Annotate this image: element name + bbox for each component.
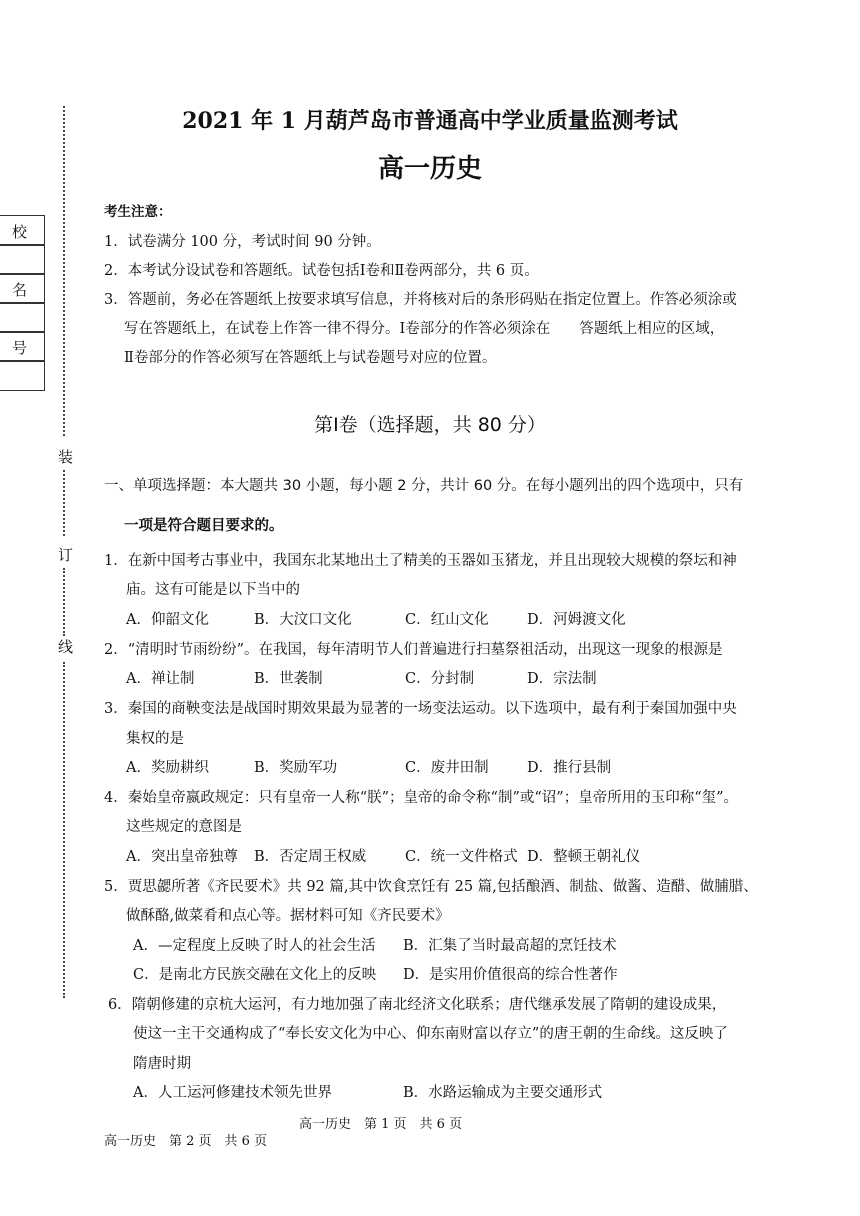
name-blank-box — [0, 302, 45, 333]
q3-option-a: A．奖励耕织 — [126, 760, 209, 776]
notice-item-3-cont2: Ⅱ卷部分的作答必须写在答题纸上与试卷题号对应的位置。 — [124, 350, 497, 366]
q2-option-c: C．分封制 — [405, 671, 475, 687]
notice-item-3-cont: 写在答题纸上，在试卷上作答一律不得分。Ⅰ卷部分的作答必须涂在 答题纸上相应的区域， — [124, 321, 725, 337]
q4-stem: 4．秦始皇帝嬴政规定：只有皇帝一人称“朕”；皇帝的命令称“制”或“诏”；皇帝所用的玉印称“玺”。 — [104, 790, 739, 806]
binding-dotted-line-bottom — [63, 662, 65, 998]
q6-stem: 6．隋朝修建的京杭大运河，有力地加强了南北经济文化联系；唐代继承发展了隋朝的建设成果， — [108, 997, 727, 1013]
binding-char-zhuang: 装 — [58, 448, 74, 466]
q6-stem-cont2: 隋唐时期 — [133, 1056, 191, 1072]
q5-option-c: C．是南北方民族交融在文化上的反映 — [133, 967, 377, 983]
q2-option-d: D．宗法制 — [527, 671, 597, 687]
q3-option-c: C．废井田制 — [405, 760, 489, 776]
notice-item-1: 1．试卷满分 100 分，考试时间 90 分钟。 — [104, 234, 381, 250]
q1-option-b: B．大汶口文化 — [254, 612, 352, 628]
q3-option-d: D．推行县制 — [527, 760, 612, 776]
q1-option-c: C．红山文化 — [405, 612, 489, 628]
q6-option-a: A．人工运河修建技术领先世界 — [133, 1085, 332, 1101]
q3-option-b: B．奖励军功 — [254, 760, 338, 776]
section-title: 第Ⅰ卷（选择题，共 80 分） — [314, 414, 546, 436]
notice-item-2: 2．本考试分设试卷和答题纸。试卷包括Ⅰ卷和Ⅱ卷两部分，共 6 页。 — [104, 263, 539, 279]
binding-dotted-line-lower — [63, 568, 65, 636]
number-box — [0, 331, 45, 362]
q3-stem-cont: 集权的是 — [126, 731, 184, 747]
school-label: 校 — [12, 223, 28, 241]
school-blank-box — [0, 244, 45, 275]
q1-option-d: D．河姆渡文化 — [527, 612, 626, 628]
q2-option-b: B．世袭制 — [254, 671, 323, 687]
binding-char-xian: 线 — [58, 638, 74, 656]
number-blank-box — [0, 360, 45, 391]
q1-option-a: A．仰韶文化 — [126, 612, 209, 628]
q1-stem: 1．在新中国考古事业中，我国东北某地出土了精美的玉器如玉猪龙，并且出现较大规模的祭坛和神 — [104, 553, 737, 569]
school-box — [0, 215, 45, 246]
q2-stem: 2．“清明时节雨纷纷”。在我国，每年清明节人们普遍进行扫墓祭祖活动，出现这一现象的根源是 — [104, 642, 723, 658]
number-label: 号 — [12, 339, 28, 357]
q1-stem-cont: 庙。这有可能是以下当中的 — [126, 582, 300, 598]
part1-instruction: 一、单项选择题：本大题共 30 小题，每小题 2 分，共计 60 分。在每小题列出的四个选项中，只有 — [104, 478, 744, 494]
q4-option-a: A．突出皇帝独尊 — [126, 849, 238, 865]
notice-heading: 考生注意： — [104, 204, 172, 220]
notice-item-3: 3．答题前，务必在答题纸上按要求填写信息，并将核对后的条形码贴在指定位置上。作答必须涂或 — [104, 292, 737, 308]
binding-dotted-line-middle — [63, 470, 65, 536]
q6-option-b: B．水路运输成为主要交通形式 — [403, 1085, 603, 1101]
q4-stem-cont: 这些规定的意图是 — [126, 819, 242, 835]
exam-title: 2021 年 1 月葫芦岛市普通高中学业质量监测考试 — [182, 108, 678, 134]
part1-instruction-cont: 一项是符合题目要求的。 — [124, 518, 284, 534]
q5-option-b: B．汇集了当时最高超的烹饪技术 — [403, 938, 617, 954]
page-footer-center: 高一历史 第 1 页 共 6 页 — [299, 1117, 463, 1132]
q5-option-a: A．—定程度上反映了时人的社会生活 — [133, 938, 376, 954]
q4-option-d: D．整顿王朝礼仪 — [527, 849, 641, 865]
q6-stem-cont: 使这一主干交通构成了“奉长安文化为中心、仰东南财富以存立”的唐王朝的生命线。这反映了 — [133, 1026, 728, 1042]
binding-char-ding: 订 — [58, 546, 74, 564]
page-footer-left: 高一历史 第 2 页 共 6 页 — [104, 1134, 268, 1149]
q4-option-b: B．否定周王权威 — [254, 849, 367, 865]
exam-subject: 高一历史 — [377, 154, 482, 184]
q3-stem: 3．秦国的商鞅变法是战国时期效果最为显著的一场变法运动。以下选项中，最有利于秦国加强中央 — [104, 701, 737, 717]
q5-stem-cont: 做酥酪,做菜肴和点心等。据材料可知《齐民要术》 — [126, 908, 450, 924]
q5-option-d: D．是实用价值很高的综合性著作 — [403, 967, 618, 983]
q5-stem: 5．贾思勰所著《齐民要术》共 92 篇,其中饮食烹饪有 25 篇,包括酿酒、制盐、做酱、造醋、做脯腊、 — [104, 879, 758, 895]
name-box — [0, 273, 45, 304]
name-label: 名 — [12, 281, 28, 299]
q4-option-c: C．统一文件格式 — [405, 849, 518, 865]
q2-option-a: A．禅让制 — [126, 671, 195, 687]
